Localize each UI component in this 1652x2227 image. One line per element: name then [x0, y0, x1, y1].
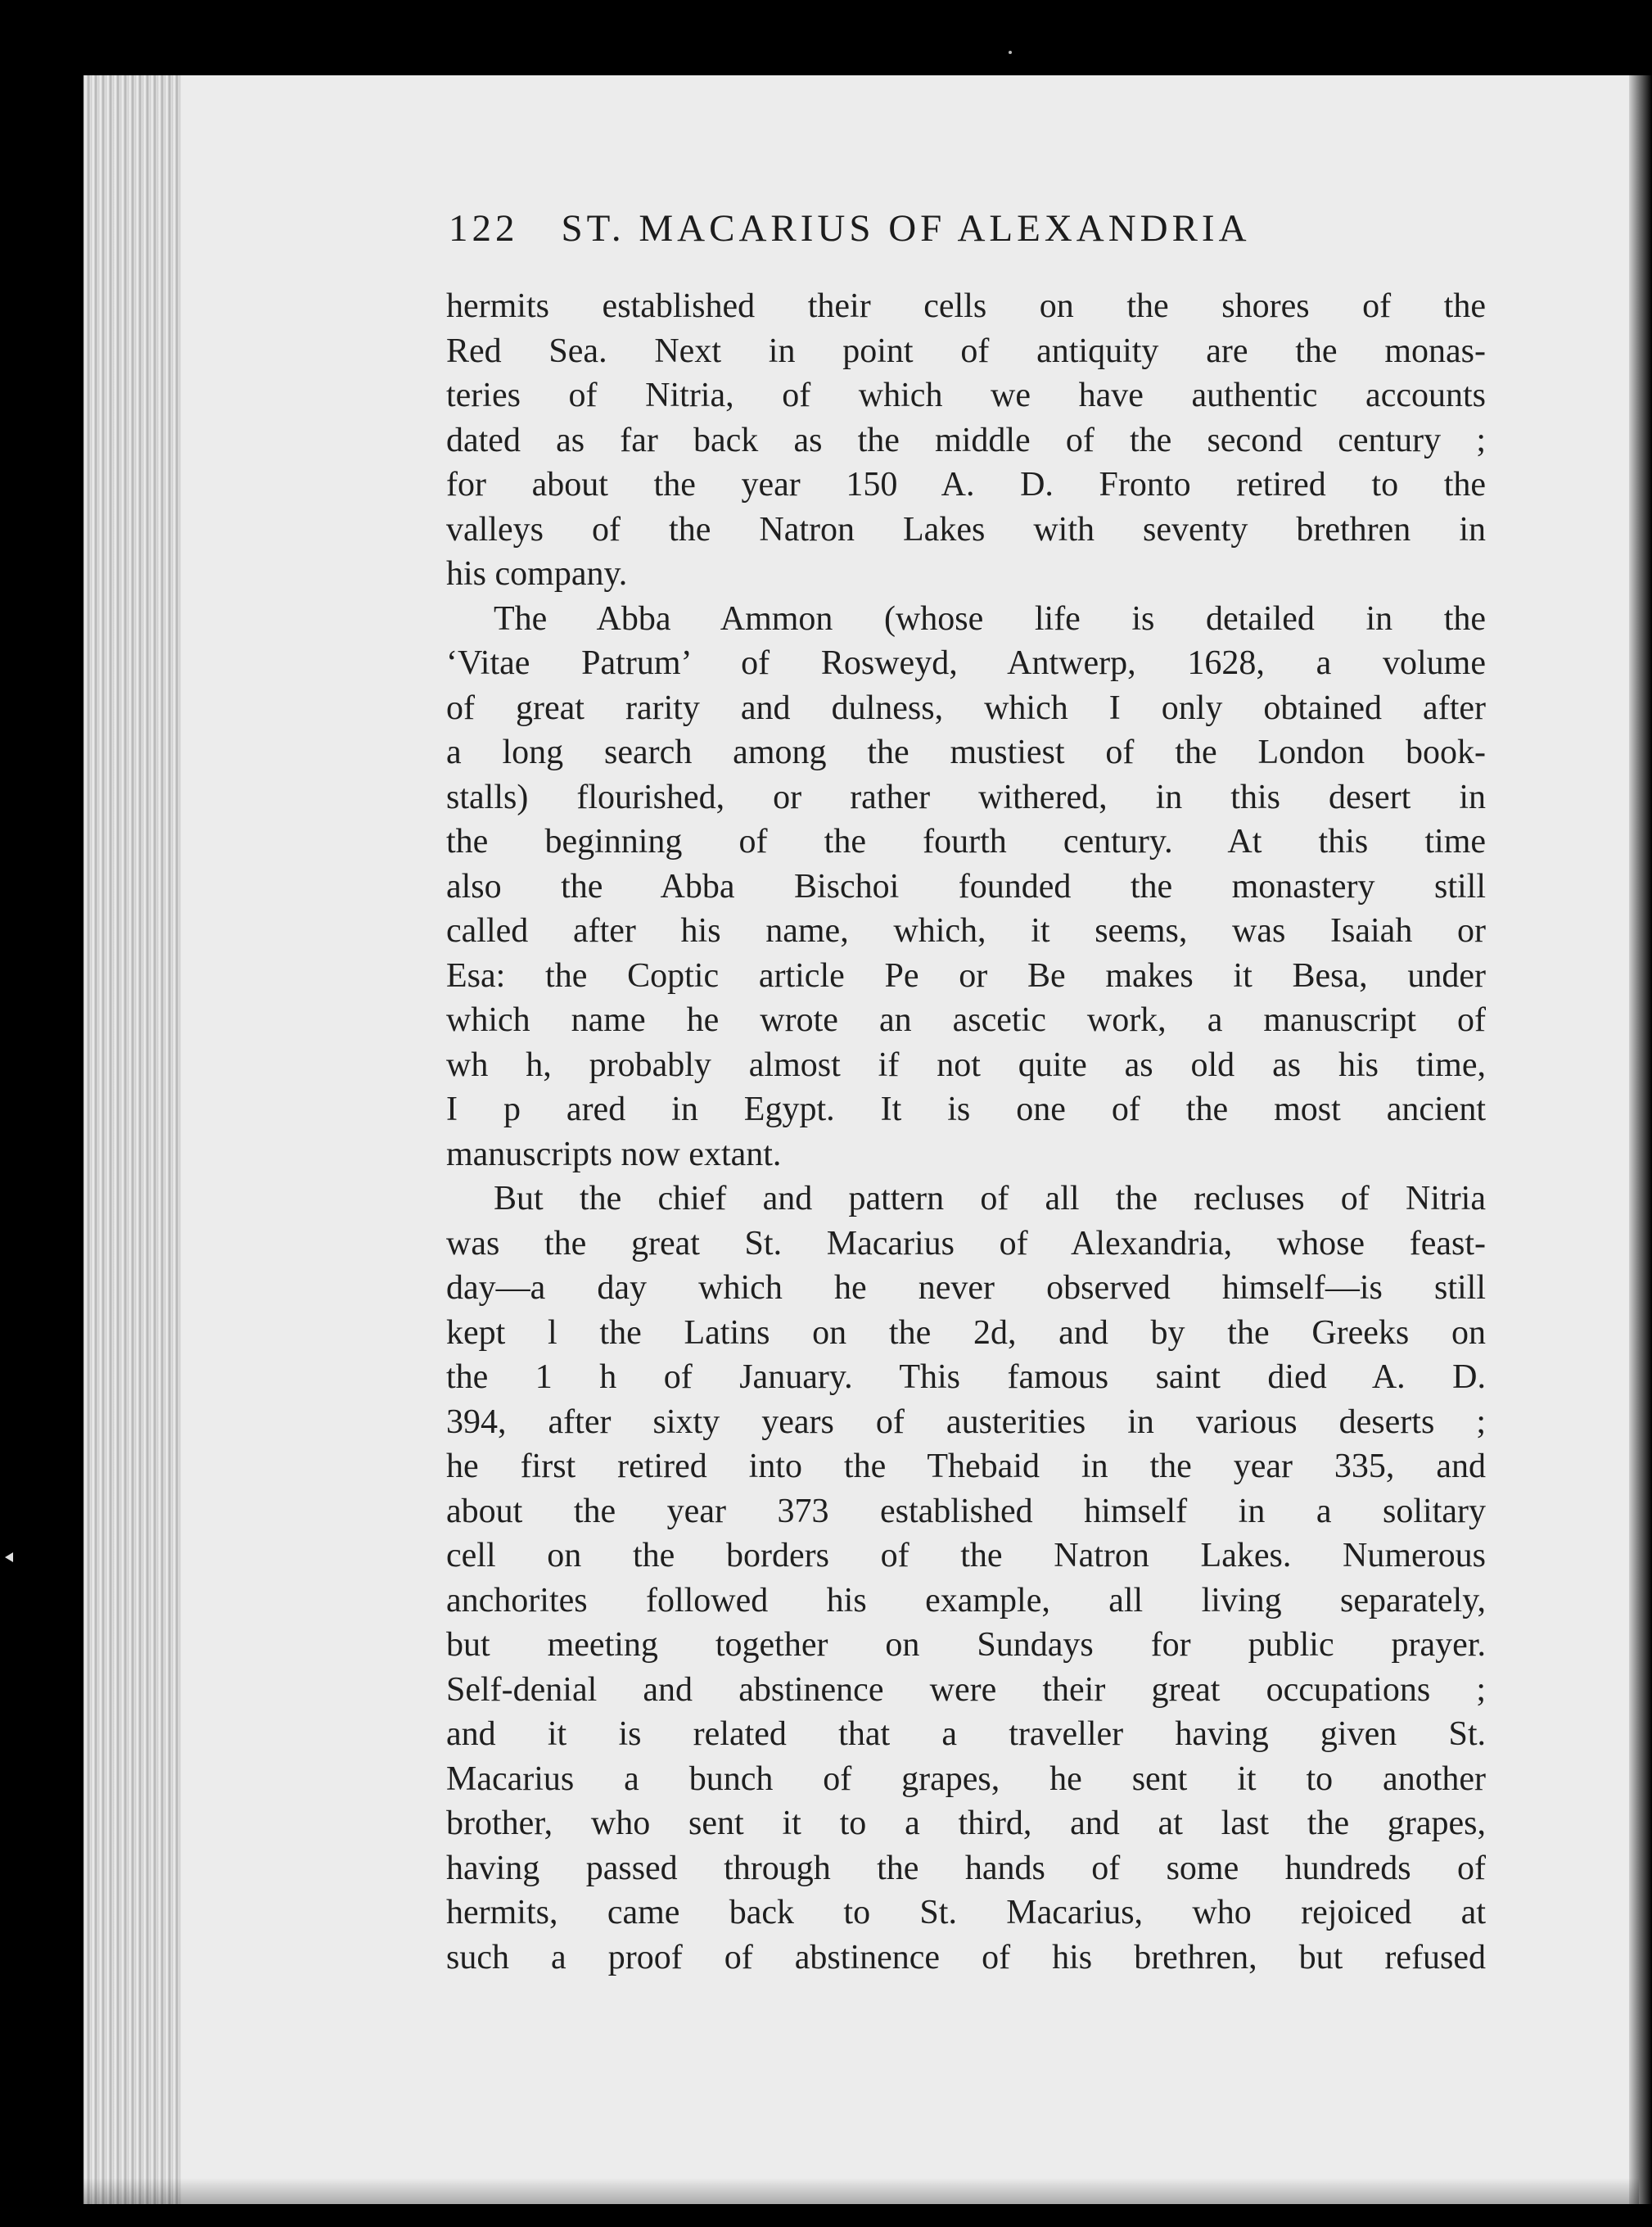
running-title: ST. MACARIUS OF ALEXANDRIA: [561, 207, 1251, 250]
text-line: his company.: [446, 555, 628, 593]
text-line: the beginning of the fourth century. At this time: [446, 823, 1486, 861]
text-line: the 1 h of January. This famous saint died A. D.: [446, 1358, 1486, 1396]
text-line: hermits established their cells on the shores of the: [446, 287, 1486, 325]
text-line: anchorites followed his example, all living separately,: [446, 1581, 1486, 1619]
text-line: of great rarity and dulness, which I only obtained after: [446, 689, 1486, 727]
text-line: and it is related that a traveller having given St.: [446, 1715, 1486, 1753]
text-line: but meeting together on Sundays for public prayer.: [446, 1626, 1486, 1664]
text-line: about the year 373 established himself in a solitary: [446, 1492, 1486, 1530]
running-header: [449, 206, 1349, 255]
text-line: ‘Vitae Patrum’ of Rosweyd, Antwerp, 1628, a volume: [446, 644, 1486, 682]
text-line: teries of Nitria, of which we have authentic accounts: [446, 377, 1486, 414]
dust-speck: [1009, 51, 1012, 54]
text-line: Esa: the Coptic article Pe or Be makes it Besa, under: [446, 956, 1486, 995]
text-line: But the chief and pattern of all the recluses of Nitria: [494, 1180, 1486, 1217]
text-line: manuscripts now extant.: [446, 1135, 782, 1173]
text-line: brother, who sent it to a third, and at last the grapes,: [446, 1805, 1486, 1842]
body-text: [446, 284, 1486, 1980]
scanner-arrow-icon: [5, 1552, 13, 1562]
text-line: he first retired into the Thebaid in the year 335, and: [446, 1448, 1486, 1485]
text-line: Red Sea. Next in point of antiquity are the monas-: [446, 332, 1486, 370]
text-line: such a proof of abstinence of his brethren, but refused: [446, 1938, 1486, 1976]
text-line: called after his name, which, it seems, was Isaiah or: [446, 912, 1486, 950]
bottom-shadow: [84, 2178, 1639, 2211]
text-line: having passed through the hands of some hundreds of: [446, 1849, 1486, 1887]
text-line: was the great St. Macarius of Alexandria, whose feast-: [446, 1224, 1486, 1263]
text-line: 394, after sixty years of austerities in various deserts ;: [446, 1403, 1486, 1441]
text-line: also the Abba Bischoi founded the monastery still: [446, 867, 1486, 906]
text-line: for about the year 150 A. D. Fronto retired to the: [446, 466, 1486, 504]
page-number: 122: [449, 207, 519, 250]
text-line: kept l the Latins on the 2d, and by the Greeks on: [446, 1313, 1486, 1352]
text-line: dated as far back as the middle of the second century ;: [446, 421, 1486, 459]
text-line: cell on the borders of the Natron Lakes. Numerous: [446, 1537, 1486, 1574]
text-line: Self-denial and abstinence were their great occupations ;: [446, 1670, 1486, 1709]
text-line: The Abba Ammon (whose life is detailed in the: [494, 599, 1486, 638]
text-line: wh h, probably almost if not quite as old as his time,: [446, 1046, 1486, 1084]
text-line: which name he wrote an ascetic work, a manuscript of: [446, 1001, 1486, 1039]
text-line: I p ared in Egypt. It is one of the most ancient: [446, 1091, 1486, 1128]
text-line: stalls) flourished, or rather withered, in this desert in: [446, 778, 1486, 816]
right-page-edge: [1629, 75, 1652, 2204]
text-line: a long search among the mustiest of the London book-: [446, 734, 1486, 771]
text-line: Macarius a bunch of grapes, he sent it to another: [446, 1759, 1486, 1798]
page-edge-shading: [84, 75, 182, 2204]
text-line: valleys of the Natron Lakes with seventy brethren in: [446, 510, 1486, 549]
text-line: hermits, came back to St. Macarius, who rejoiced at: [446, 1894, 1486, 1931]
text-line: day—a day which he never observed himself—is still: [446, 1269, 1486, 1307]
